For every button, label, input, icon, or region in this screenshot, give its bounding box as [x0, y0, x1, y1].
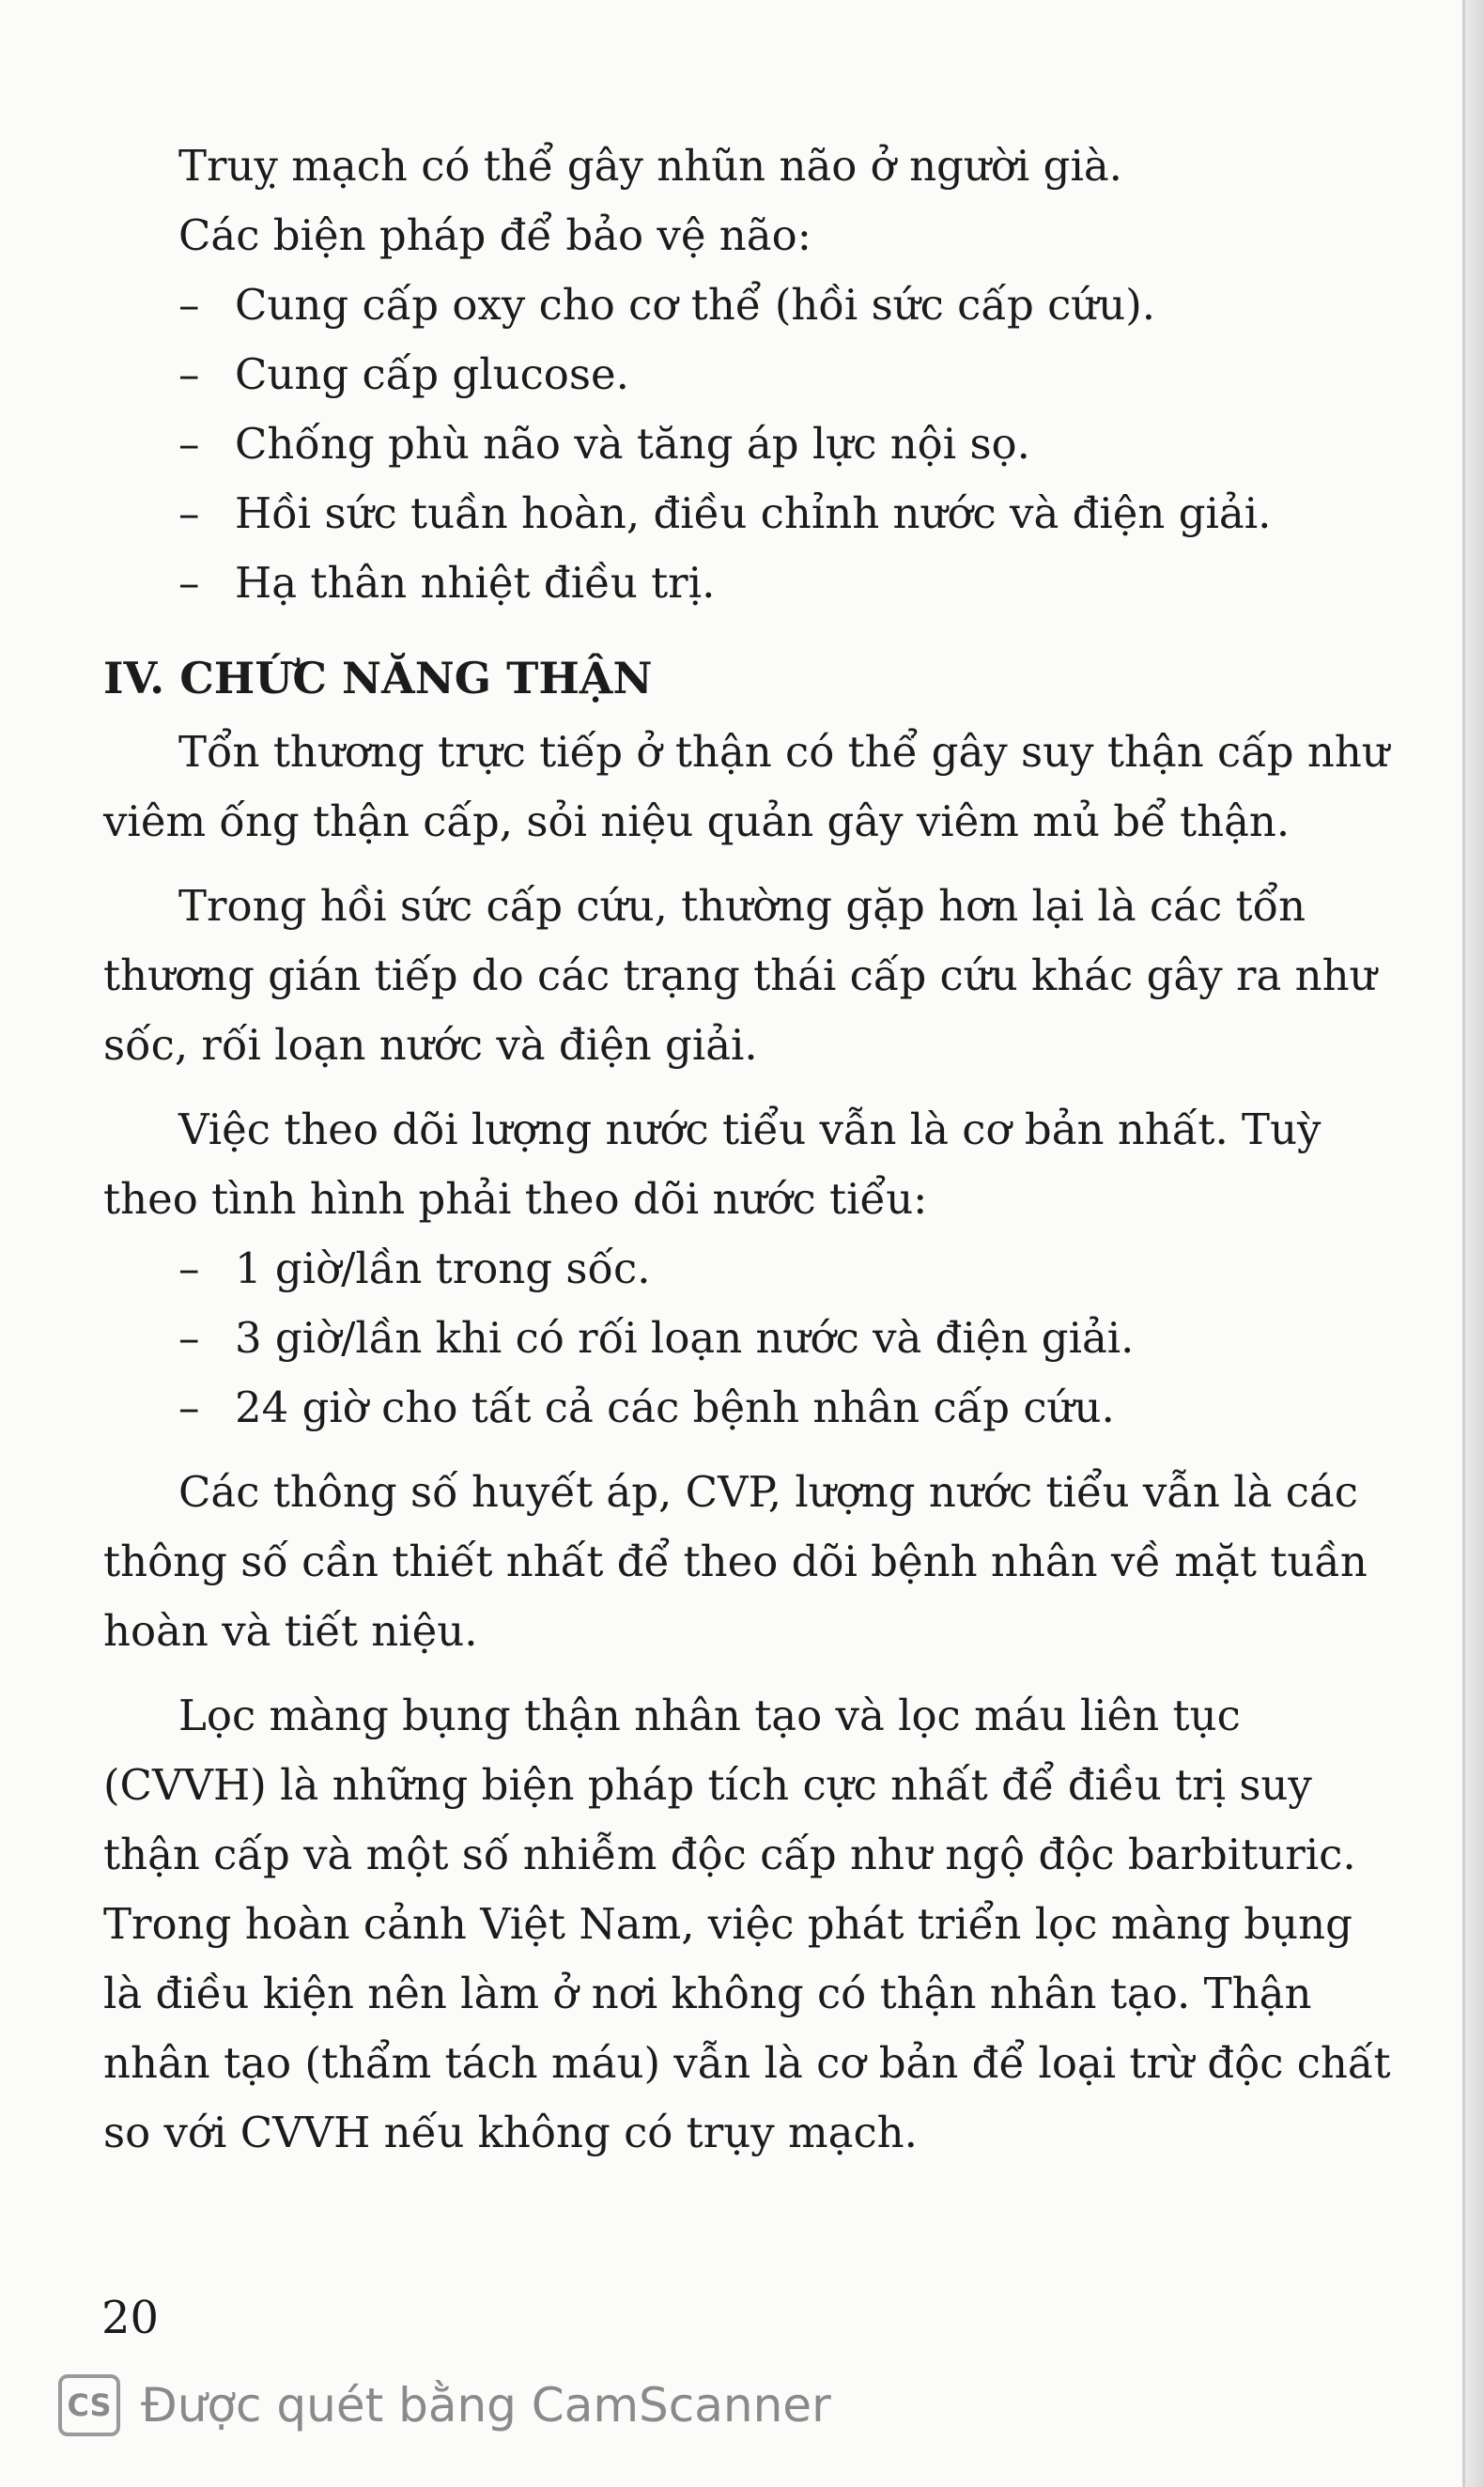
- paragraph-indirect-damage: [103, 872, 1409, 1080]
- text-line: Trong hồi sức cấp cứu, thường gặp hơn lại là các tổn: [178, 881, 1306, 931]
- text-line: Việc theo dõi lượng nước tiểu vẫn là cơ bản nhất. Tuỳ: [178, 1104, 1322, 1154]
- list-item: [103, 1234, 1409, 1304]
- paragraph-direct-damage: [103, 718, 1409, 857]
- text-line: theo tình hình phải theo dõi nước tiểu:: [103, 1174, 928, 1224]
- list-item-text: 3 giờ/lần khi có rối loạn nước và điện giải.: [235, 1313, 1135, 1363]
- bullet-dash: –: [178, 280, 200, 330]
- list-item: [103, 409, 1409, 479]
- list-item-text: 24 giờ cho tất cả các bệnh nhân cấp cứu.: [235, 1383, 1115, 1432]
- bullet-dash: –: [178, 1383, 200, 1432]
- text-line: Tổn thương trực tiếp ở thận có thể gây suy thận cấp như: [178, 727, 1389, 777]
- bullet-list-monitoring-intervals: [103, 1234, 1409, 1443]
- text-line: Trong hoàn cảnh Việt Nam, việc phát triển lọc màng bụng: [103, 1899, 1353, 1949]
- text-line: Các thông số huyết áp, CVP, lượng nước tiểu vẫn là các: [178, 1467, 1358, 1517]
- text-line: thương gián tiếp do các trạng thái cấp cứu khác gây ra như: [103, 950, 1377, 1000]
- camscanner-watermark: [58, 2374, 831, 2436]
- camscanner-logo-icon: CS: [58, 2374, 120, 2436]
- bullet-dash: –: [178, 349, 200, 399]
- text-line: nhân tạo (thẩm tách máu) vẫn là cơ bản để loại trừ độc chất: [103, 2038, 1391, 2088]
- text-line: Lọc màng bụng thận nhân tạo và lọc máu liên tục: [178, 1691, 1241, 1740]
- paragraph-key-parameters: [103, 1458, 1409, 1666]
- watermark-text: Được quét bằng CamScanner: [141, 2378, 831, 2433]
- text-line: thận cấp và một số nhiễm độc cấp như ngộ độc barbituric.: [103, 1830, 1356, 1879]
- bullet-dash: –: [178, 1244, 200, 1293]
- list-item-text: Hạ thân nhiệt điều trị.: [235, 558, 716, 608]
- text-line: (CVVH) là những biện pháp tích cực nhất để điều trị suy: [103, 1760, 1312, 1810]
- list-item: [103, 340, 1409, 409]
- bullet-dash: –: [178, 488, 200, 538]
- bullet-dash: –: [178, 558, 200, 608]
- text-line: Truỵ mạch có thể gây nhũn não ở người già.: [178, 141, 1122, 191]
- text-line: thông số cần thiết nhất để theo dõi bệnh nhân về mặt tuần: [103, 1537, 1368, 1586]
- bullet-dash: –: [178, 1313, 200, 1363]
- paragraph-brain-protection: [103, 131, 1409, 270]
- page-number: 20: [101, 2292, 160, 2344]
- paragraph-urine-monitoring: [103, 1095, 1409, 1234]
- text-line: hoàn và tiết niệu.: [103, 1606, 478, 1656]
- list-item: [103, 270, 1409, 340]
- list-item-text: Cung cấp glucose.: [235, 349, 629, 399]
- section-heading: IV. CHỨC NĂNG THẬN: [103, 653, 653, 703]
- list-item-text: Hồi sức tuần hoàn, điều chỉnh nước và điện giải.: [235, 488, 1272, 538]
- list-item-text: Chống phù não và tăng áp lực nội sọ.: [235, 419, 1030, 469]
- text-line: sốc, rối loạn nước và điện giải.: [103, 1020, 758, 1070]
- page-content: [103, 131, 1409, 2168]
- list-item: [103, 1373, 1409, 1443]
- text-line: Các biện pháp để bảo vệ não:: [178, 210, 812, 260]
- page-edge: [1465, 0, 1484, 2487]
- text-line: so với CVVH nếu không có trụy mạch.: [103, 2108, 918, 2157]
- list-item: [103, 548, 1409, 618]
- bullet-dash: –: [178, 419, 200, 469]
- bullet-list-brain-measures: [103, 270, 1409, 618]
- list-item-text: 1 giờ/lần trong sốc.: [235, 1244, 651, 1293]
- text-line: là điều kiện nên làm ở nơi không có thận nhân tạo. Thận: [103, 1969, 1312, 2018]
- paragraph-dialysis: [103, 1681, 1409, 2168]
- list-item: [103, 479, 1409, 548]
- list-item: [103, 1304, 1409, 1373]
- text-line: viêm ống thận cấp, sỏi niệu quản gây viêm mủ bể thận.: [103, 796, 1291, 846]
- list-item-text: Cung cấp oxy cho cơ thể (hồi sức cấp cứu).: [235, 280, 1156, 330]
